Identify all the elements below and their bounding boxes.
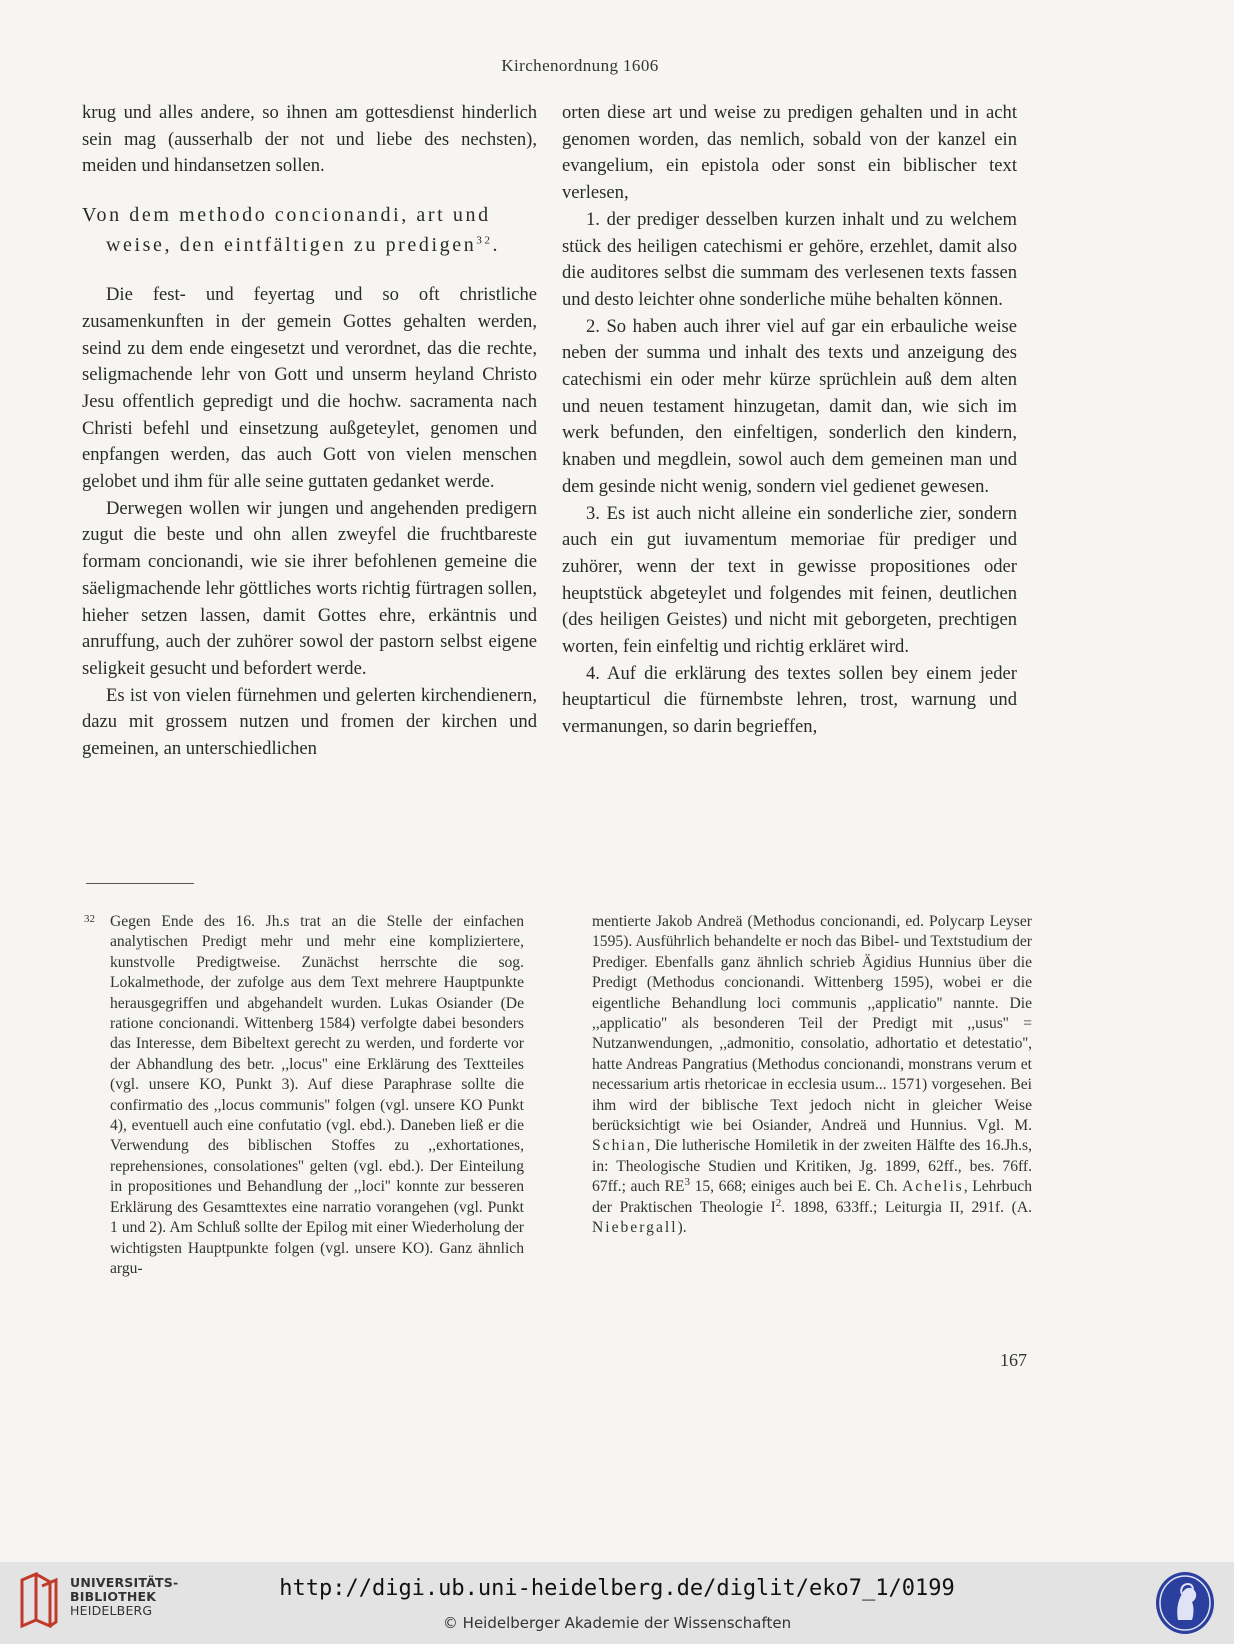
paragraph: orten diese art und weise zu predigen gehalten und in acht genomen worden, das nemlich, sobald von der kanzel ein evangelium, ein epistola oder sonst ein biblischer text verlesen, <box>562 102 1017 204</box>
heading-line-2: weise, den eintfältigen zu predigen <box>106 234 477 257</box>
numbered-paragraph: 4. Auf die erklärung des textes sollen bey einem jeder heuptarticul die fürnembste lehren, trost, warnung und vermanungen, so darin begrieffen, <box>562 662 1017 738</box>
footnote-right <box>592 912 1032 1239</box>
page-number: 167 <box>1000 1350 1027 1370</box>
footnote-marker: 32 <box>84 913 95 925</box>
superscript: 3 <box>684 1176 690 1189</box>
paragraph: Die fest- und feyertag und so oft christliche zusamenkunften in der gemein Gottes gehalten werden, seind zu dem ende eingesetzt und verordnet, das die rechte, seligmachende lehr von Gott und unserm heyland Christo Jesu offentlich gepredigt und die hochw. sacramenta nach Christi befehl und einsetzung außgeteylet, genomen und enpfangen werden, das auch Gott von vielen menschen gelobet und ihm für alle seine guttaten gedanket werde. <box>82 284 537 493</box>
footer-bar <box>0 1562 1234 1644</box>
footnote-text: 15, 668; einiges auch bei E. Ch. <box>689 1178 903 1196</box>
numbered-paragraph: 3. Es ist auch nicht alleine ein sonderliche zier, sondern auch ein gut iuvamentum memoriae für prediger und zuhörer, wenn der text in gewisse propositiones oder heuptstück abgeteylet und folgendes mit feinen, deutlichen (des heiligen Geistes) und nicht mit geborgeten, prechtigen worten, fein einfeltig und richtig erkläret wird. <box>562 502 1017 658</box>
library-line-1: UNIVERSITÄTS- <box>70 1575 179 1590</box>
footnote-reference[interactable]: 32 <box>476 234 493 247</box>
paragraph: Es ist von vielen fürnehmen und gelerten kirchendienern, dazu mit grossem nutzen und fromen der kirchen und gemeinen, an unterschiedlichen <box>82 684 537 760</box>
author-name: Schian <box>592 1137 647 1155</box>
permalink-url[interactable]: http://digi.ub.uni-heidelberg.de/diglit/eko7_1/0199 <box>279 1576 955 1601</box>
footnote-text: Gegen Ende des 16. Jh.s trat an die Stelle der einfachen analytischen Predigt mehr und mehr eine kompliziertere, kunstvolle Predigtweise. Zunächst herrschte die sog. Lokalmethode, der zufolge aus dem Text mehrere Hauptpunkte herausgegriffen und abgehandelt wurden. Lukas Osiander (De ratione concionandi. Wittenberg 1584) verfolgte dabei besonders das Interesse, dem Bibeltext gerecht zu werden, und forderte vor der Abhandlung des betr. ,,locus'' eine Erklärung des Textteiles (vgl. unsere KO, Punkt 3). Auf diese Paraphrase sollte die confirmatio des ,,locus communis'' folgen (vgl. unsere KO Punkt 4), eventuell auch eine confutatio (vgl. ebd.). Daneben ließ er die Verwendung des biblischen Stoffes zu ,,exhortationes, reprehensiones, consolationes'' gelten (vgl. ebd.). Der Einteilung in propositiones und Behandlung der ,,loci'' konnte zur besseren Erklärung des Gesamttextes eine narratio vorangehen (vgl. Punkt 1 und 2). Am Schluß sollte der Epilog mit einer Wiederholung der wichtigsten Hauptpunkte folgen (vgl. unsere KO). Ganz ähnlich argu- <box>110 913 524 1277</box>
footnote-text: , Lehrbuch der Praktischen Theologie I <box>592 1178 1032 1216</box>
footnote-rule <box>86 883 194 884</box>
superscript: 2 <box>775 1196 782 1209</box>
running-head: Kirchenordnung 1606 <box>501 56 659 75</box>
author-name: Niebergall <box>592 1219 678 1237</box>
numbered-paragraph: 1. der prediger desselben kurzen inhalt und zu welchem stück des heiligen catechismi er gehöre, erzehlet, damit also die auditores selbst die summam des verlesenen texts fassen und desto leichter ohne sonderliche mühe behalten können. <box>562 208 1017 310</box>
copyright-notice: © Heidelberger Akademie der Wissenschaften <box>442 1614 792 1632</box>
paragraph: krug und alles andere, so ihnen am gottesdienst hinderlich sein mag (ausserhalb der not und liebe des nechsten), meiden und hindansetzen sollen. <box>82 102 537 177</box>
footnote-text: ). <box>677 1219 687 1237</box>
footnote-text: , Die lutherische Homiletik in der zweiten Hälfte des 16.Jh.s, in: Theologische Studien und Kritiken, Jg. 1899, 62ff., bes. 76ff. 67ff.; auch RE <box>592 1137 1032 1196</box>
author-name: Achelis <box>902 1178 964 1196</box>
section-heading: Von dem methodo concionandi, art und weise, den eintfältigen zu predigen$^{32}$. <box>82 204 501 257</box>
right-column <box>562 100 1017 741</box>
paragraph: Derwegen wollen wir jungen und angehenden predigern zugut die beste und ohn allen zweyfel die fruchtbareste formam concionandi, wie sie ihrer befohlenen gemeine die säeligmachende lehr göttliches worts richtig fürtragen sollen, hieher setzen lassen, damit Gottes ehre, erkäntnis und anruffung, auch der zuhörer sowol der pastorn selbst eigene seligkeit gesucht und befordert werde. <box>82 497 537 679</box>
library-line-3: HEIDELBERG <box>70 1603 153 1618</box>
numbered-paragraph: 2. So haben auch ihrer viel auf gar ein erbauliche weise neben der summa und inhalt des texts und anzeigung des catechismi ein oder mehr kürze sprüchlein auß dem alten und neuen testament hinzugetan, damit dan, wie sich im werk befunden, den einfeltigen, sonderlich den kindern, knaben und megdlein, sowol auch dem gemeinen man und dem gesinde nicht wenig, sondern viel gedienet gewesen. <box>562 315 1017 497</box>
left-column <box>82 100 537 763</box>
heading-line-1: Von dem methodo concionandi, art und <box>82 204 491 227</box>
library-line-2: BIBLIOTHEK <box>70 1589 157 1604</box>
footnote-left <box>84 912 524 1279</box>
academy-seal-icon[interactable] <box>1154 1570 1216 1636</box>
footnote-text: mentierte Jakob Andreä (Methodus concionandi, ed. Polycarp Leyser 1595). Ausführlich behandelte er noch das Bibel- und Textstudium der Prediger. Ebenfalls ganz ähnlich schrieb Ägidius Hunnius über die Predigt (Methodus concionandi. Wittenberg 1595), wobei er die eigentliche Behandlung loci communis ,,applicatio'' nannte. Die ,,applicatio'' als besonderen Teil der Predigt mit ,,usus'' = Nutzanwendungen, ,,admonitio, consolatio, adhortatio et detestatio'', hatte Andreas Pangratius (Methodus concionandi, monstrans verum et necessarium artis rhetoricae in ecclesia usum... 1571) vorgesehen. Bei ihm wird der biblische Text jedoch nicht in gleicher Weise berücksichtigt wie bei Osiander, Andreä und Hunnius. Vgl. M. <box>592 913 1032 1135</box>
footnote-text: . 1898, 633ff.; Leiturgia II, 291f. (A. <box>781 1198 1032 1216</box>
